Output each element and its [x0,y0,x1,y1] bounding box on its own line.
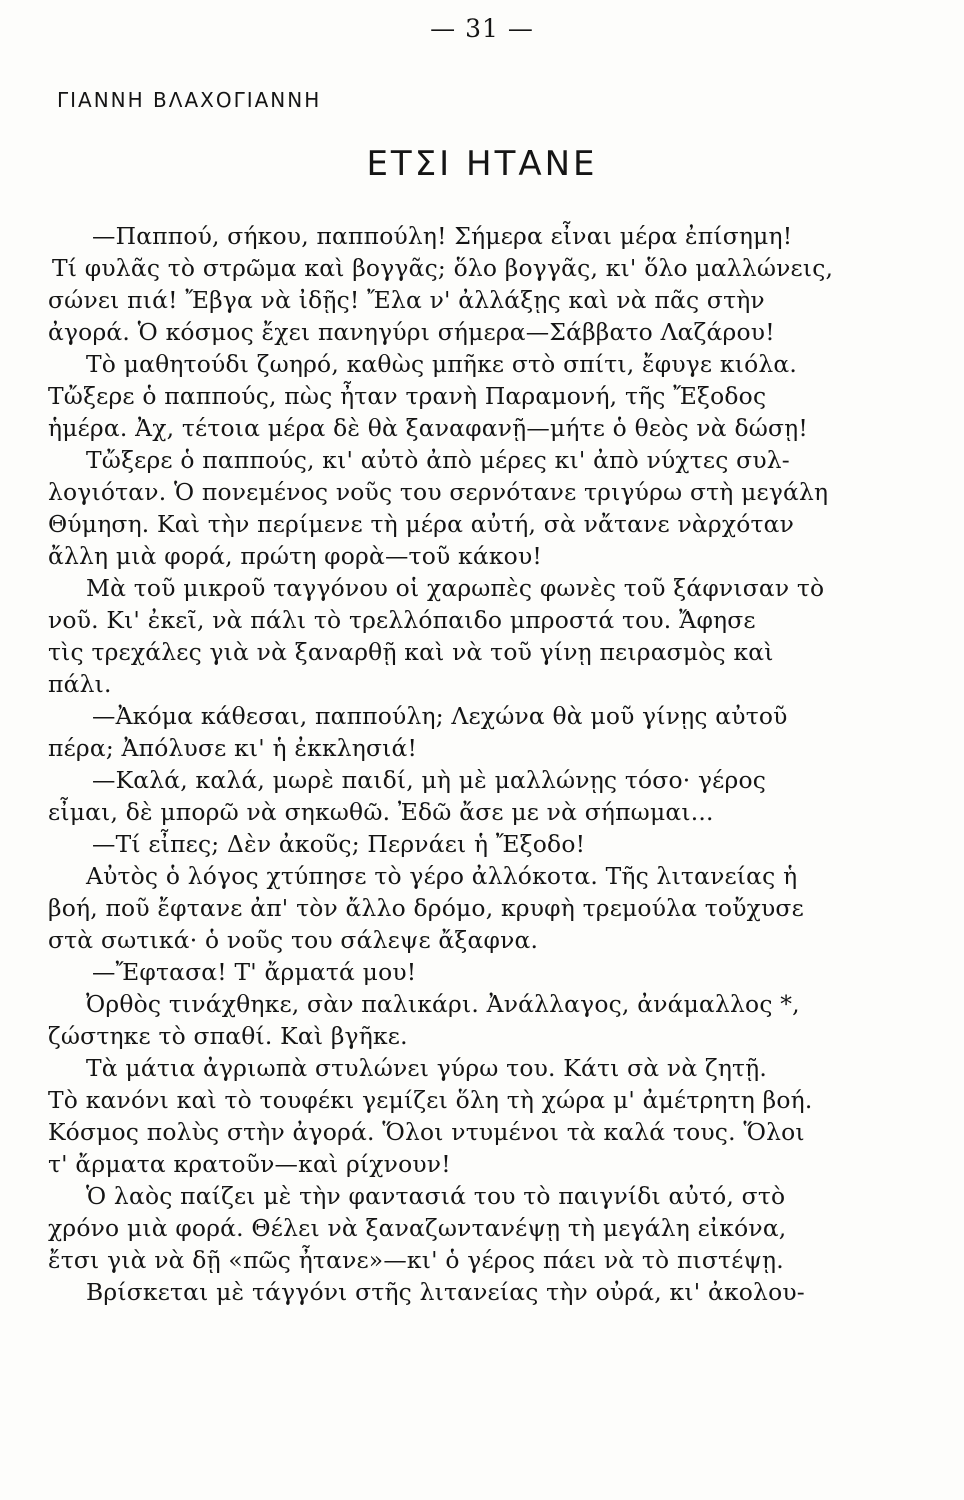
text-line: Θύμηση. Καὶ τὴν περίμενε τὴ μέρα αὐτή, σὰ νἄτανε νὰρχόταν [48,510,795,538]
text-line: ζώστηκε τὸ σπαθί. Καὶ βγῆκε. [48,1022,408,1050]
text-line: —Ἀκόμα κάθεσαι, παππούλη; Λεχώνα θὰ μοῦ γίνῃς αὐτοῦ [92,702,788,730]
text-line: λογιόταν. Ὁ πονεμένος νοῦς του σερνότανε τριγύρω στὴ μεγάλη [48,478,829,506]
text-line: —Καλά, καλά, μωρὲ παιδί, μὴ μὲ μαλλώνῃς τόσο· γέρος [92,766,767,794]
text-line: σώνει πιά! Ἔβγα νὰ ἰδῇς! Ἔλα ν' ἀλλάξῃς καὶ νὰ πᾶς στὴν [48,286,765,314]
text-line: Τὸ μαθητούδι ζωηρό, καθὼς μπῆκε στὸ σπίτι, ἔφυγε κιόλα. [86,350,798,378]
text-line: Κόσμος πολὺς στὴν ἀγορά. Ὅλοι ντυμένοι τὰ καλά τους. Ὅλοι [48,1118,805,1146]
text-line: Βρίσκεται μὲ τάγγόνι στῆς λιτανείας τὴν οὐρά, κι' ἀκολου- [86,1278,805,1306]
text-line: στὰ σωτικά· ὁ νοῦς του σάλεψε ἄξαφνα. [48,926,539,954]
text-line: —Παππού, σήκου, παππούλη! Σήμερα εἶναι μέρα ἐπίσημη! [92,222,793,250]
text-line: Τί φυλᾶς τὸ στρῶμα καὶ βογγᾶς; ὅλο βογγᾶς, κι' ὅλο μαλλώνεις, [52,254,834,282]
text-line: ἡμέρα. Ἀχ, τέτοια μέρα δὲ θὰ ξαναφανῇ—μήτε ὁ θεὸς νὰ δώσῃ! [48,414,808,442]
text-line: εἶμαι, δὲ μπορῶ νὰ σηκωθῶ. Ἐδῶ ἄσε με νὰ σήπωμαι... [48,798,714,826]
text-line: νοῦ. Κι' ἐκεῖ, νὰ πάλι τὸ τρελλόπαιδο μπροστά του. Ἄφησε [48,606,756,634]
text-line: χρόνο μιὰ φορά. Θέλει νὰ ξαναζωντανέψῃ τὴ μεγάλη εἰκόνα, [48,1214,787,1242]
text-line: —Ἔφτασα! Τ' ἄρματά μου! [92,958,417,986]
text-line: Τὤξερε ὁ παππούς, πὼς ἦταν τρανὴ Παραμονή, τῆς Ἔξοδος [48,382,767,410]
text-line: τὶς τρεχάλες γιὰ νὰ ξαναρθῇ καὶ νὰ τοῦ γίνῃ πειρασμὸς καὶ [48,638,774,666]
text-line: Τὸ κανόνι καὶ τὸ τουφέκι γεμίζει ὅλη τὴ χώρα μ' ἀμέτρητη βοή. [48,1086,813,1114]
text-line: Ὀρθὸς τινάχθηκε, σὰν παλικάρι. Ἀνάλλαγος, ἀνάμαλλος *, [86,990,800,1018]
text-line: Ὁ λαὸς παίζει μὲ τὴν φαντασιά του τὸ παιγνίδι αὐτό, στὸ [86,1182,786,1210]
text-line: —Τί εἶπες; Δὲν ἀκοῦς; Περνάει ἡ Ἔξοδο! [92,830,586,858]
text-line: ἄλλη μιὰ φορά, πρώτη φορὰ—τοῦ κάκου! [48,542,542,570]
text-line: βοή, ποῦ ἔφτανε ἀπ' τὸν ἄλλο δρόμο, κρυφὴ τρεμούλα τοὔχυσε [48,894,804,922]
author-name: ΓΙΑΝΝΗ ΒΛΑΧΟΓΙΑΝΝΗ [57,88,322,112]
text-line: ἔτσι γιὰ νὰ δῇ «πῶς ἦτανε»—κι' ὁ γέρος πάει νὰ τὸ πιστέψῃ. [48,1246,784,1274]
text-line: Μὰ τοῦ μικροῦ ταγγόνου οἱ χαρωπὲς φωνὲς τοῦ ξάφνισαν τὸ [86,574,825,602]
text-line: τ' ἄρματα κρατοῦν—καὶ ρίχνουν! [48,1150,451,1178]
text-line: Αὐτὸς ὁ λόγος χτύπησε τὸ γέρο ἀλλόκοτα. Τῆς λιτανείας ἡ [86,862,798,890]
text-line: πάλι. [48,670,112,698]
text-line: ἀγορά. Ὁ κόσμος ἔχει πανηγύρι σήμερα—Σάββατο Λαζάρου! [48,318,775,346]
page-number: — 31 — [430,14,534,43]
text-line: Τὰ μάτια ἀγριωπὰ στυλώνει γύρω του. Κάτι σὰ νὰ ζητῇ. [86,1054,768,1082]
text-line: Τὤξερε ὁ παππούς, κι' αὐτὸ ἀπὸ μέρες κι' ἀπὸ νύχτες συλ- [86,446,790,474]
story-title: ΕΤΣΙ ΗΤΑΝΕ [366,144,598,184]
text-line: πέρα; Ἀπόλυσε κι' ἡ ἐκκλησιά! [48,734,418,762]
